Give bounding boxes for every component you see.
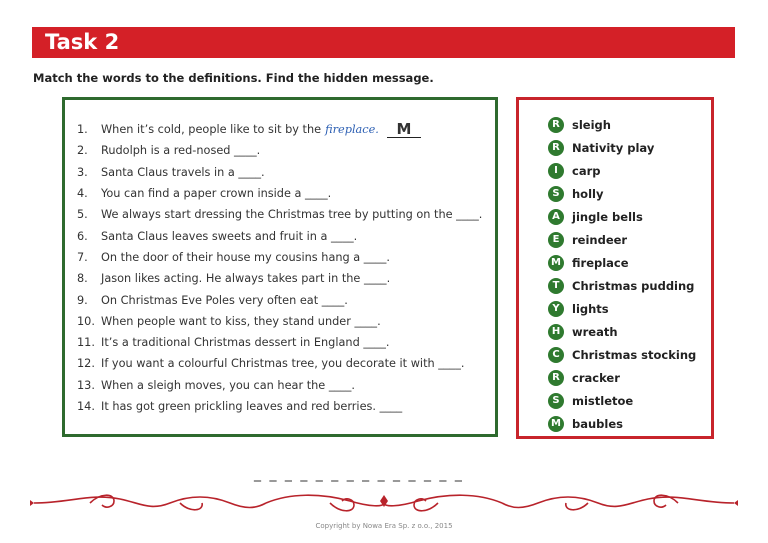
- definition-number: 3.: [77, 165, 88, 179]
- definition-text: Santa Claus leaves sweets and fruit in a ____.: [101, 229, 358, 243]
- definition-row: [77, 225, 492, 246]
- answer-letter: M: [387, 122, 421, 138]
- task-title-bar: [32, 27, 735, 58]
- definition-number: 9.: [77, 293, 88, 307]
- word-row: [548, 320, 696, 343]
- definitions-list: [77, 119, 492, 417]
- instruction-text: Match the words to the definitions. Find the hidden message.: [33, 71, 434, 85]
- letter-badge: M: [548, 255, 564, 271]
- definition-text: On the door of their house my cousins hang a ____.: [101, 250, 390, 264]
- definition-row: [77, 183, 492, 204]
- definitions-box: [62, 97, 498, 437]
- definition-row: [77, 247, 492, 268]
- letter-badge: Y: [548, 301, 564, 317]
- hidden-message-blanks: _ _ _ _ _ _ _ _ _ _ _ _ _ _: [254, 466, 464, 482]
- word-row: [548, 366, 696, 389]
- definition-text: When people want to kiss, they stand under ____.: [101, 314, 381, 328]
- word-label: holly: [572, 186, 604, 201]
- definition-text: When it’s cold, people like to sit by the: [101, 123, 322, 137]
- word-row: [548, 343, 696, 366]
- word-row: [548, 251, 696, 274]
- word-label: carp: [572, 163, 601, 178]
- words-box: [516, 97, 714, 439]
- definition-row: [77, 204, 492, 225]
- definition-text: We always start dressing the Christmas tree by putting on the ____.: [101, 208, 483, 222]
- word-label: mistletoe: [572, 393, 634, 408]
- task-title: Task 2: [45, 30, 120, 54]
- definition-row: [77, 375, 492, 396]
- definition-row: [77, 311, 492, 332]
- definition-number: 11.: [77, 336, 95, 350]
- word-row: [548, 389, 696, 412]
- ornament-border-icon: [30, 489, 738, 517]
- word-row: [548, 159, 696, 182]
- definition-text: It has got green prickling leaves and red berries. ____: [101, 400, 403, 413]
- word-row: [548, 412, 696, 435]
- definition-number: 14.: [77, 400, 95, 413]
- letter-badge: I: [548, 163, 564, 179]
- definition-row: [77, 396, 492, 417]
- letter-badge: R: [548, 117, 564, 133]
- definition-row: [77, 119, 492, 140]
- definition-number: 8.: [77, 272, 88, 286]
- word-label: lights: [572, 301, 609, 316]
- word-row: [548, 297, 696, 320]
- words-list: [548, 113, 696, 435]
- word-label: reindeer: [572, 232, 628, 247]
- word-row: [548, 205, 696, 228]
- letter-badge: S: [548, 393, 564, 409]
- definition-text: When a sleigh moves, you can hear the ____.: [101, 378, 356, 392]
- definition-number: 6.: [77, 229, 88, 243]
- definition-text: It’s a traditional Christmas dessert in England ____.: [101, 336, 390, 350]
- letter-badge: A: [548, 209, 564, 225]
- definition-number: 10.: [77, 314, 95, 328]
- definition-text: Rudolph is a red-nosed ____.: [101, 144, 261, 158]
- definition-number: 4.: [77, 187, 88, 201]
- word-label: wreath: [572, 324, 618, 339]
- word-label: Christmas pudding: [572, 278, 695, 293]
- word-row: [548, 136, 696, 159]
- letter-badge: H: [548, 324, 564, 340]
- word-label: jingle bells: [572, 209, 643, 224]
- letter-badge: S: [548, 186, 564, 202]
- definition-row: [77, 289, 492, 310]
- definition-number: 5.: [77, 208, 88, 222]
- word-label: baubles: [572, 416, 623, 431]
- definition-text: On Christmas Eve Poles very often eat ____.: [101, 293, 348, 307]
- word-row: [548, 228, 696, 251]
- letter-badge: R: [548, 140, 564, 156]
- word-label: cracker: [572, 370, 620, 385]
- definition-text: If you want a colourful Christmas tree, you decorate it with ____.: [101, 357, 465, 371]
- definition-row: [77, 140, 492, 161]
- handwritten-answer: fireplace.: [325, 123, 379, 137]
- definition-text: You can find a paper crown inside a ____.: [101, 187, 332, 201]
- word-label: fireplace: [572, 255, 629, 270]
- copyright-text: Copyright by Nowa Era Sp. z o.o., 2015: [315, 522, 453, 530]
- letter-badge: E: [548, 232, 564, 248]
- word-row: [548, 274, 696, 297]
- letter-badge: R: [548, 370, 564, 386]
- definition-text: Santa Claus travels in a ____.: [101, 165, 265, 179]
- word-label: Christmas stocking: [572, 347, 697, 362]
- definition-row: [77, 268, 492, 289]
- definition-number: 12.: [77, 357, 95, 371]
- word-label: Nativity play: [572, 140, 655, 155]
- definition-number: 2.: [77, 144, 88, 158]
- definition-number: 7.: [77, 250, 88, 264]
- definition-row: [77, 353, 492, 374]
- definition-number: 1.: [77, 123, 88, 137]
- definition-row: [77, 162, 492, 183]
- letter-badge: M: [548, 416, 564, 432]
- word-row: [548, 182, 696, 205]
- definition-text: Jason likes acting. He always takes part in the ____.: [101, 272, 391, 286]
- word-label: sleigh: [572, 117, 611, 132]
- word-row: [548, 113, 696, 136]
- definition-row: [77, 332, 492, 353]
- definition-number: 13.: [77, 378, 95, 392]
- letter-badge: C: [548, 347, 564, 363]
- letter-badge: T: [548, 278, 564, 294]
